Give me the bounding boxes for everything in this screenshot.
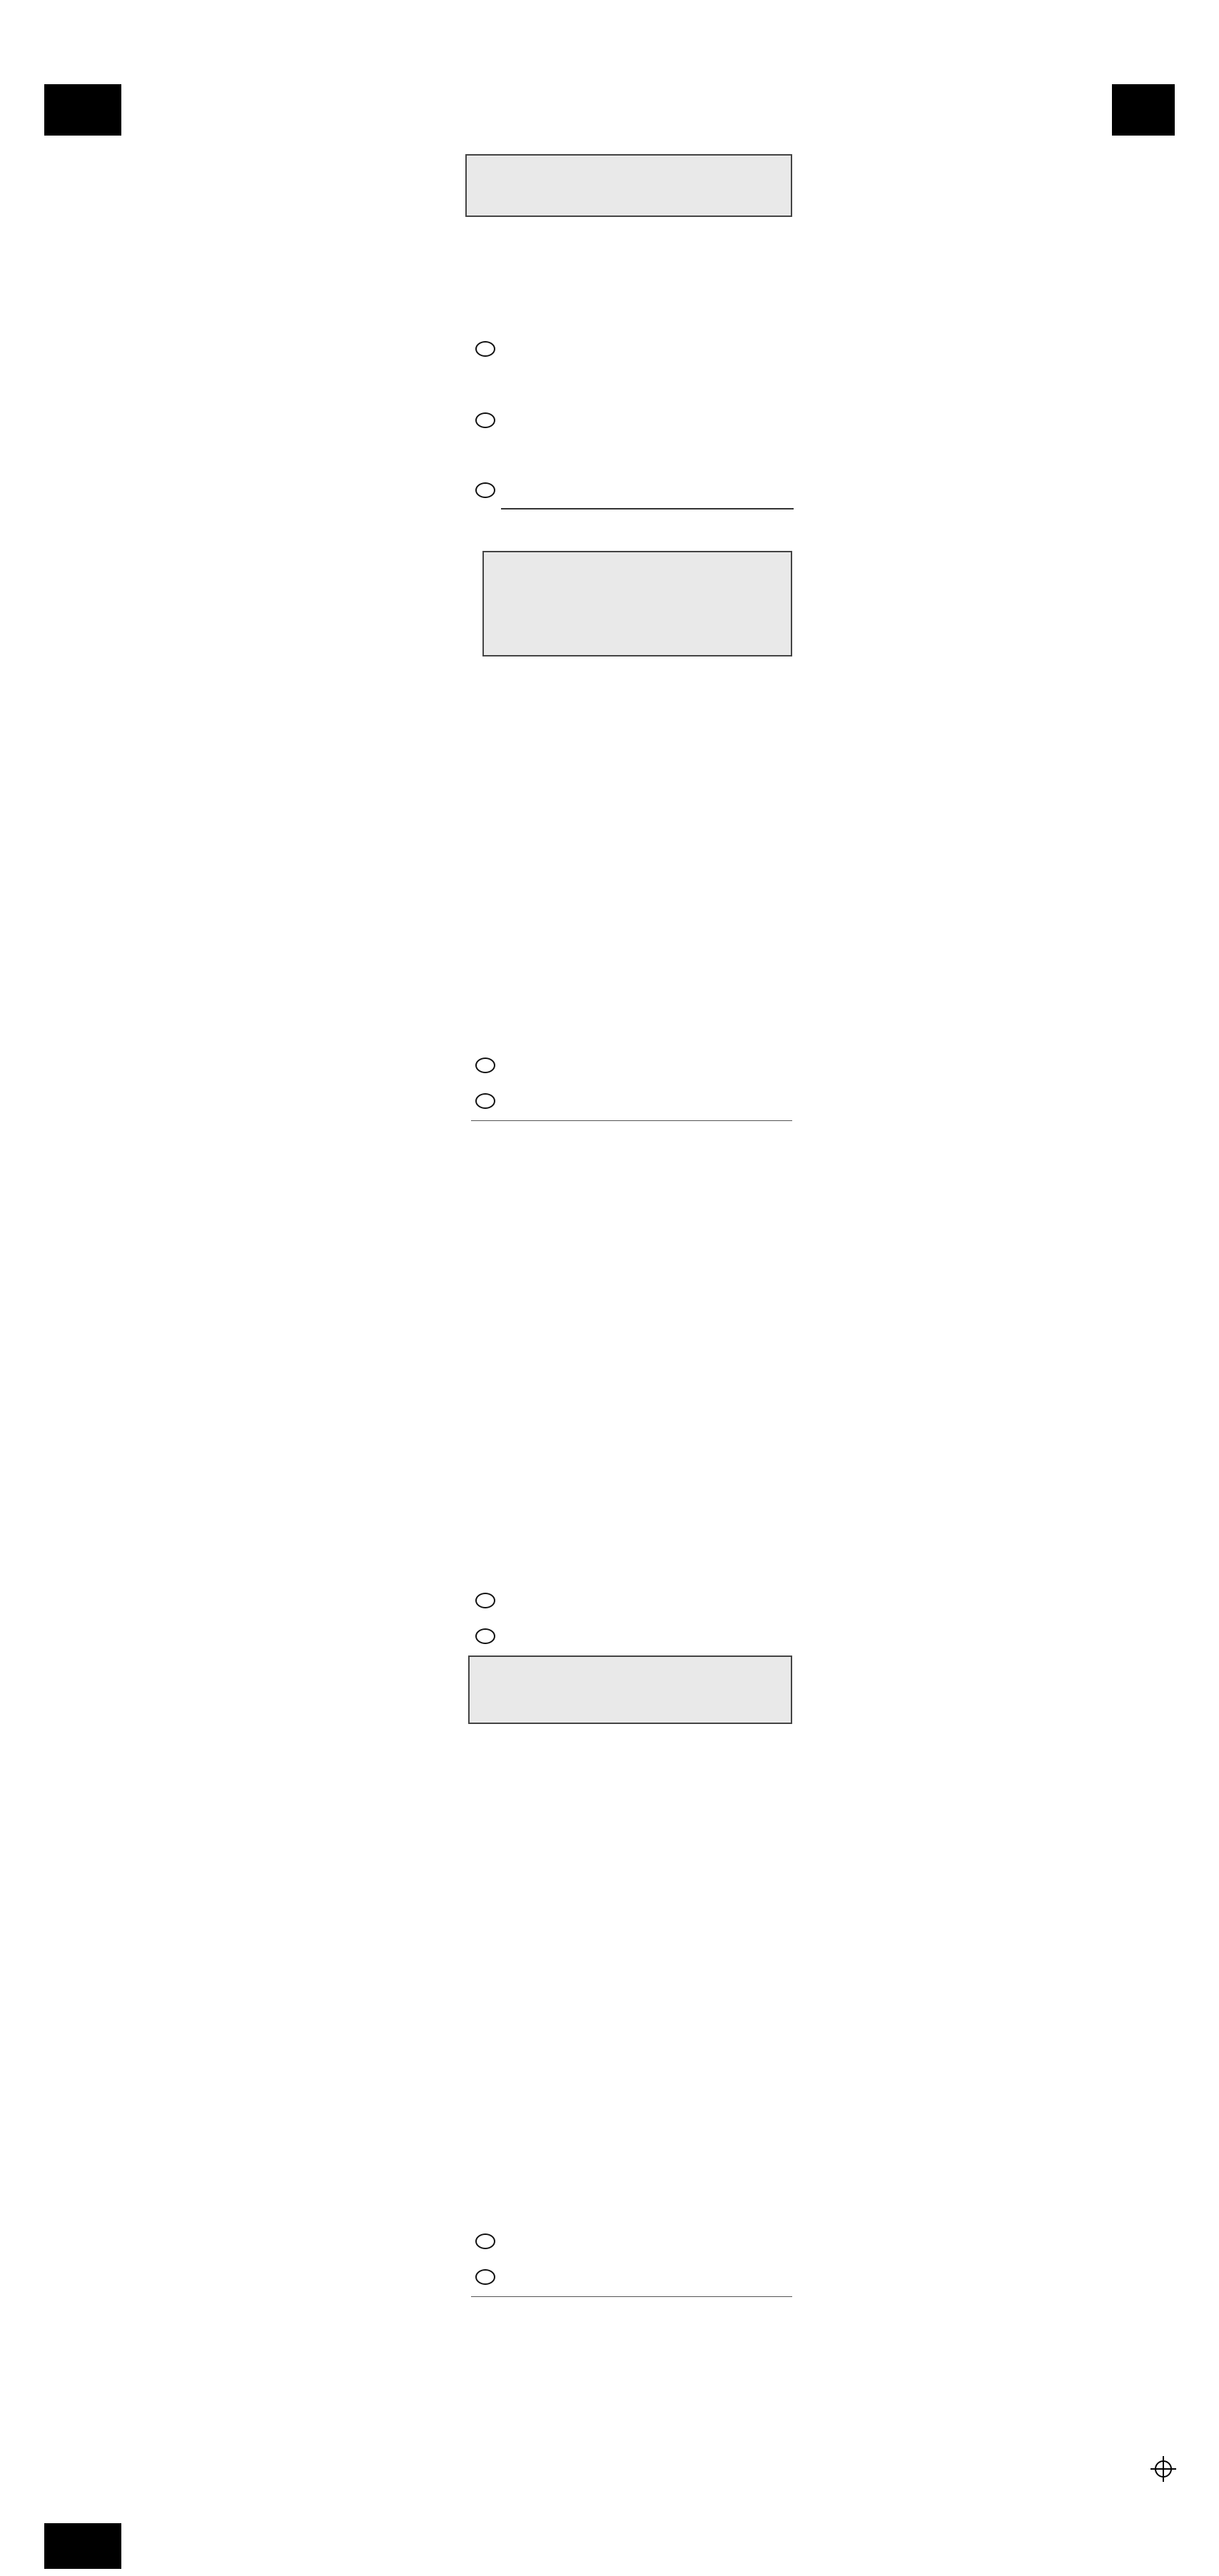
special-election-header — [465, 154, 792, 217]
referendum-a-yes-oval[interactable] — [475, 2233, 495, 2249]
amendment-1-divider — [471, 1120, 792, 1121]
vote-oval-june-yeomans[interactable] — [475, 412, 495, 428]
amendment-1-yes-oval[interactable] — [475, 1058, 495, 1073]
amendment-1-no-oval[interactable] — [475, 1093, 495, 1109]
referenda-header — [468, 1655, 792, 1724]
vote-oval-carl-spano[interactable] — [475, 341, 495, 357]
referendum-a-divider — [471, 2296, 792, 2297]
amendments-header — [482, 551, 792, 656]
top-right-block — [1112, 84, 1175, 136]
write-in-oval-city-council[interactable] — [475, 482, 495, 498]
right-contests-column — [464, 0, 799, 2355]
bottom-left-block — [44, 2523, 121, 2569]
referendum-a-no-oval[interactable] — [475, 2269, 495, 2285]
top-left-block — [44, 84, 121, 136]
amendment-2-no-oval[interactable] — [475, 1628, 495, 1644]
registration-crosshair-icon — [1149, 2455, 1178, 2483]
amendment-2-yes-oval[interactable] — [475, 1593, 495, 1608]
write-in-line-city-council[interactable] — [501, 508, 794, 509]
